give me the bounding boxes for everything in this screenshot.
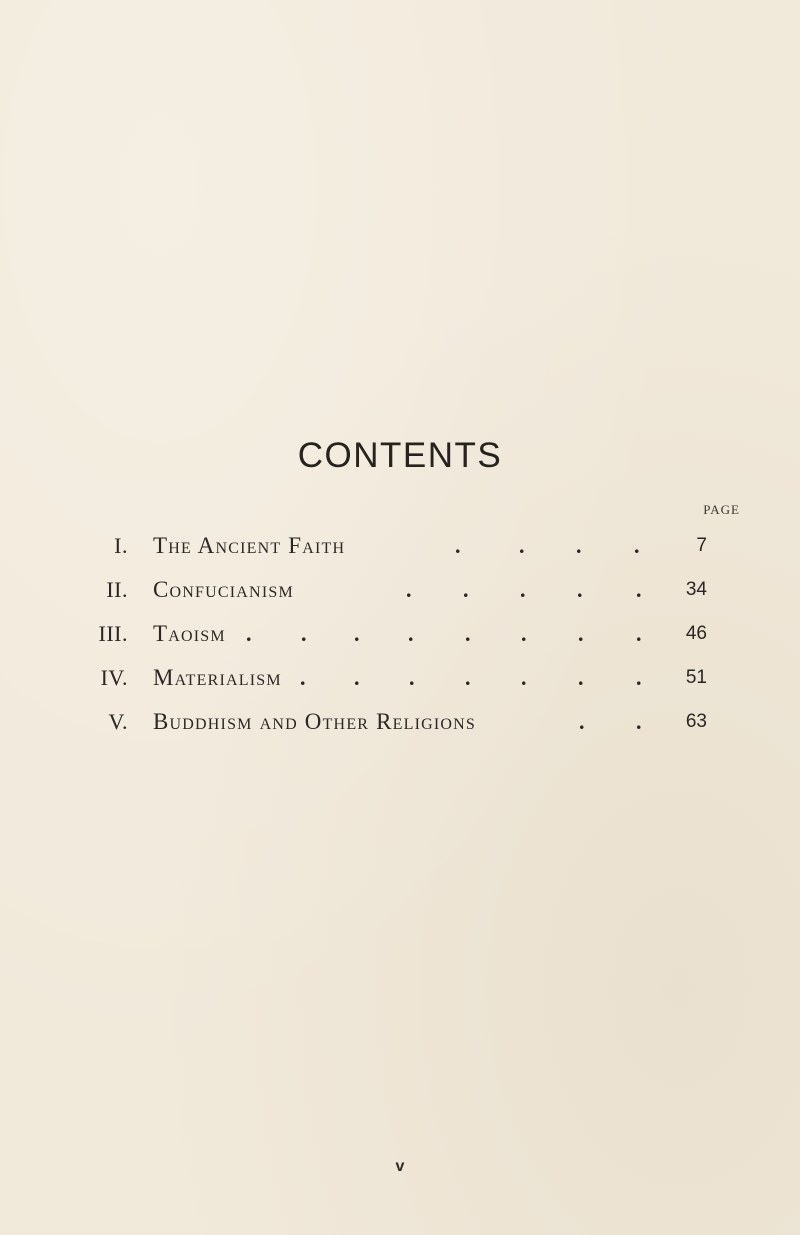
- chapter-number: II.: [106, 577, 128, 602]
- toc-entry: [0, 700, 800, 744]
- chapter-number: IV.: [100, 665, 128, 690]
- dot-leader: . . . . . . . .: [246, 621, 642, 646]
- page-number: 46: [685, 623, 707, 644]
- page-number: 7: [696, 535, 707, 556]
- chapter-title: Confucianism: [153, 577, 294, 602]
- dot-leader: . . . .: [455, 533, 640, 558]
- chapter-title: Materialism: [153, 665, 282, 690]
- toc-entry: [0, 656, 800, 700]
- dot-leader: . .: [579, 709, 642, 734]
- toc-entry: [0, 612, 800, 656]
- chapter-number: I.: [114, 533, 128, 558]
- toc-entry: [0, 568, 800, 612]
- toc-entry: [0, 524, 800, 568]
- chapter-number: V.: [108, 709, 128, 734]
- dot-leader: . . . . . . .: [300, 665, 642, 690]
- chapter-title: Buddhism and Other Religions: [153, 709, 477, 734]
- chapter-number: III.: [98, 621, 128, 646]
- page-number: 34: [685, 579, 707, 600]
- table-of-contents: [0, 524, 800, 744]
- page-number: 63: [685, 711, 707, 732]
- chapter-title: The Ancient Faith: [153, 533, 346, 558]
- page-number: 51: [685, 667, 707, 688]
- page-title: CONTENTS: [297, 436, 503, 475]
- chapter-title: Taoism: [153, 621, 226, 646]
- dot-leader: . . . . .: [406, 577, 642, 602]
- page-column-label: PAGE: [703, 502, 740, 517]
- page-folio: v: [395, 1158, 405, 1175]
